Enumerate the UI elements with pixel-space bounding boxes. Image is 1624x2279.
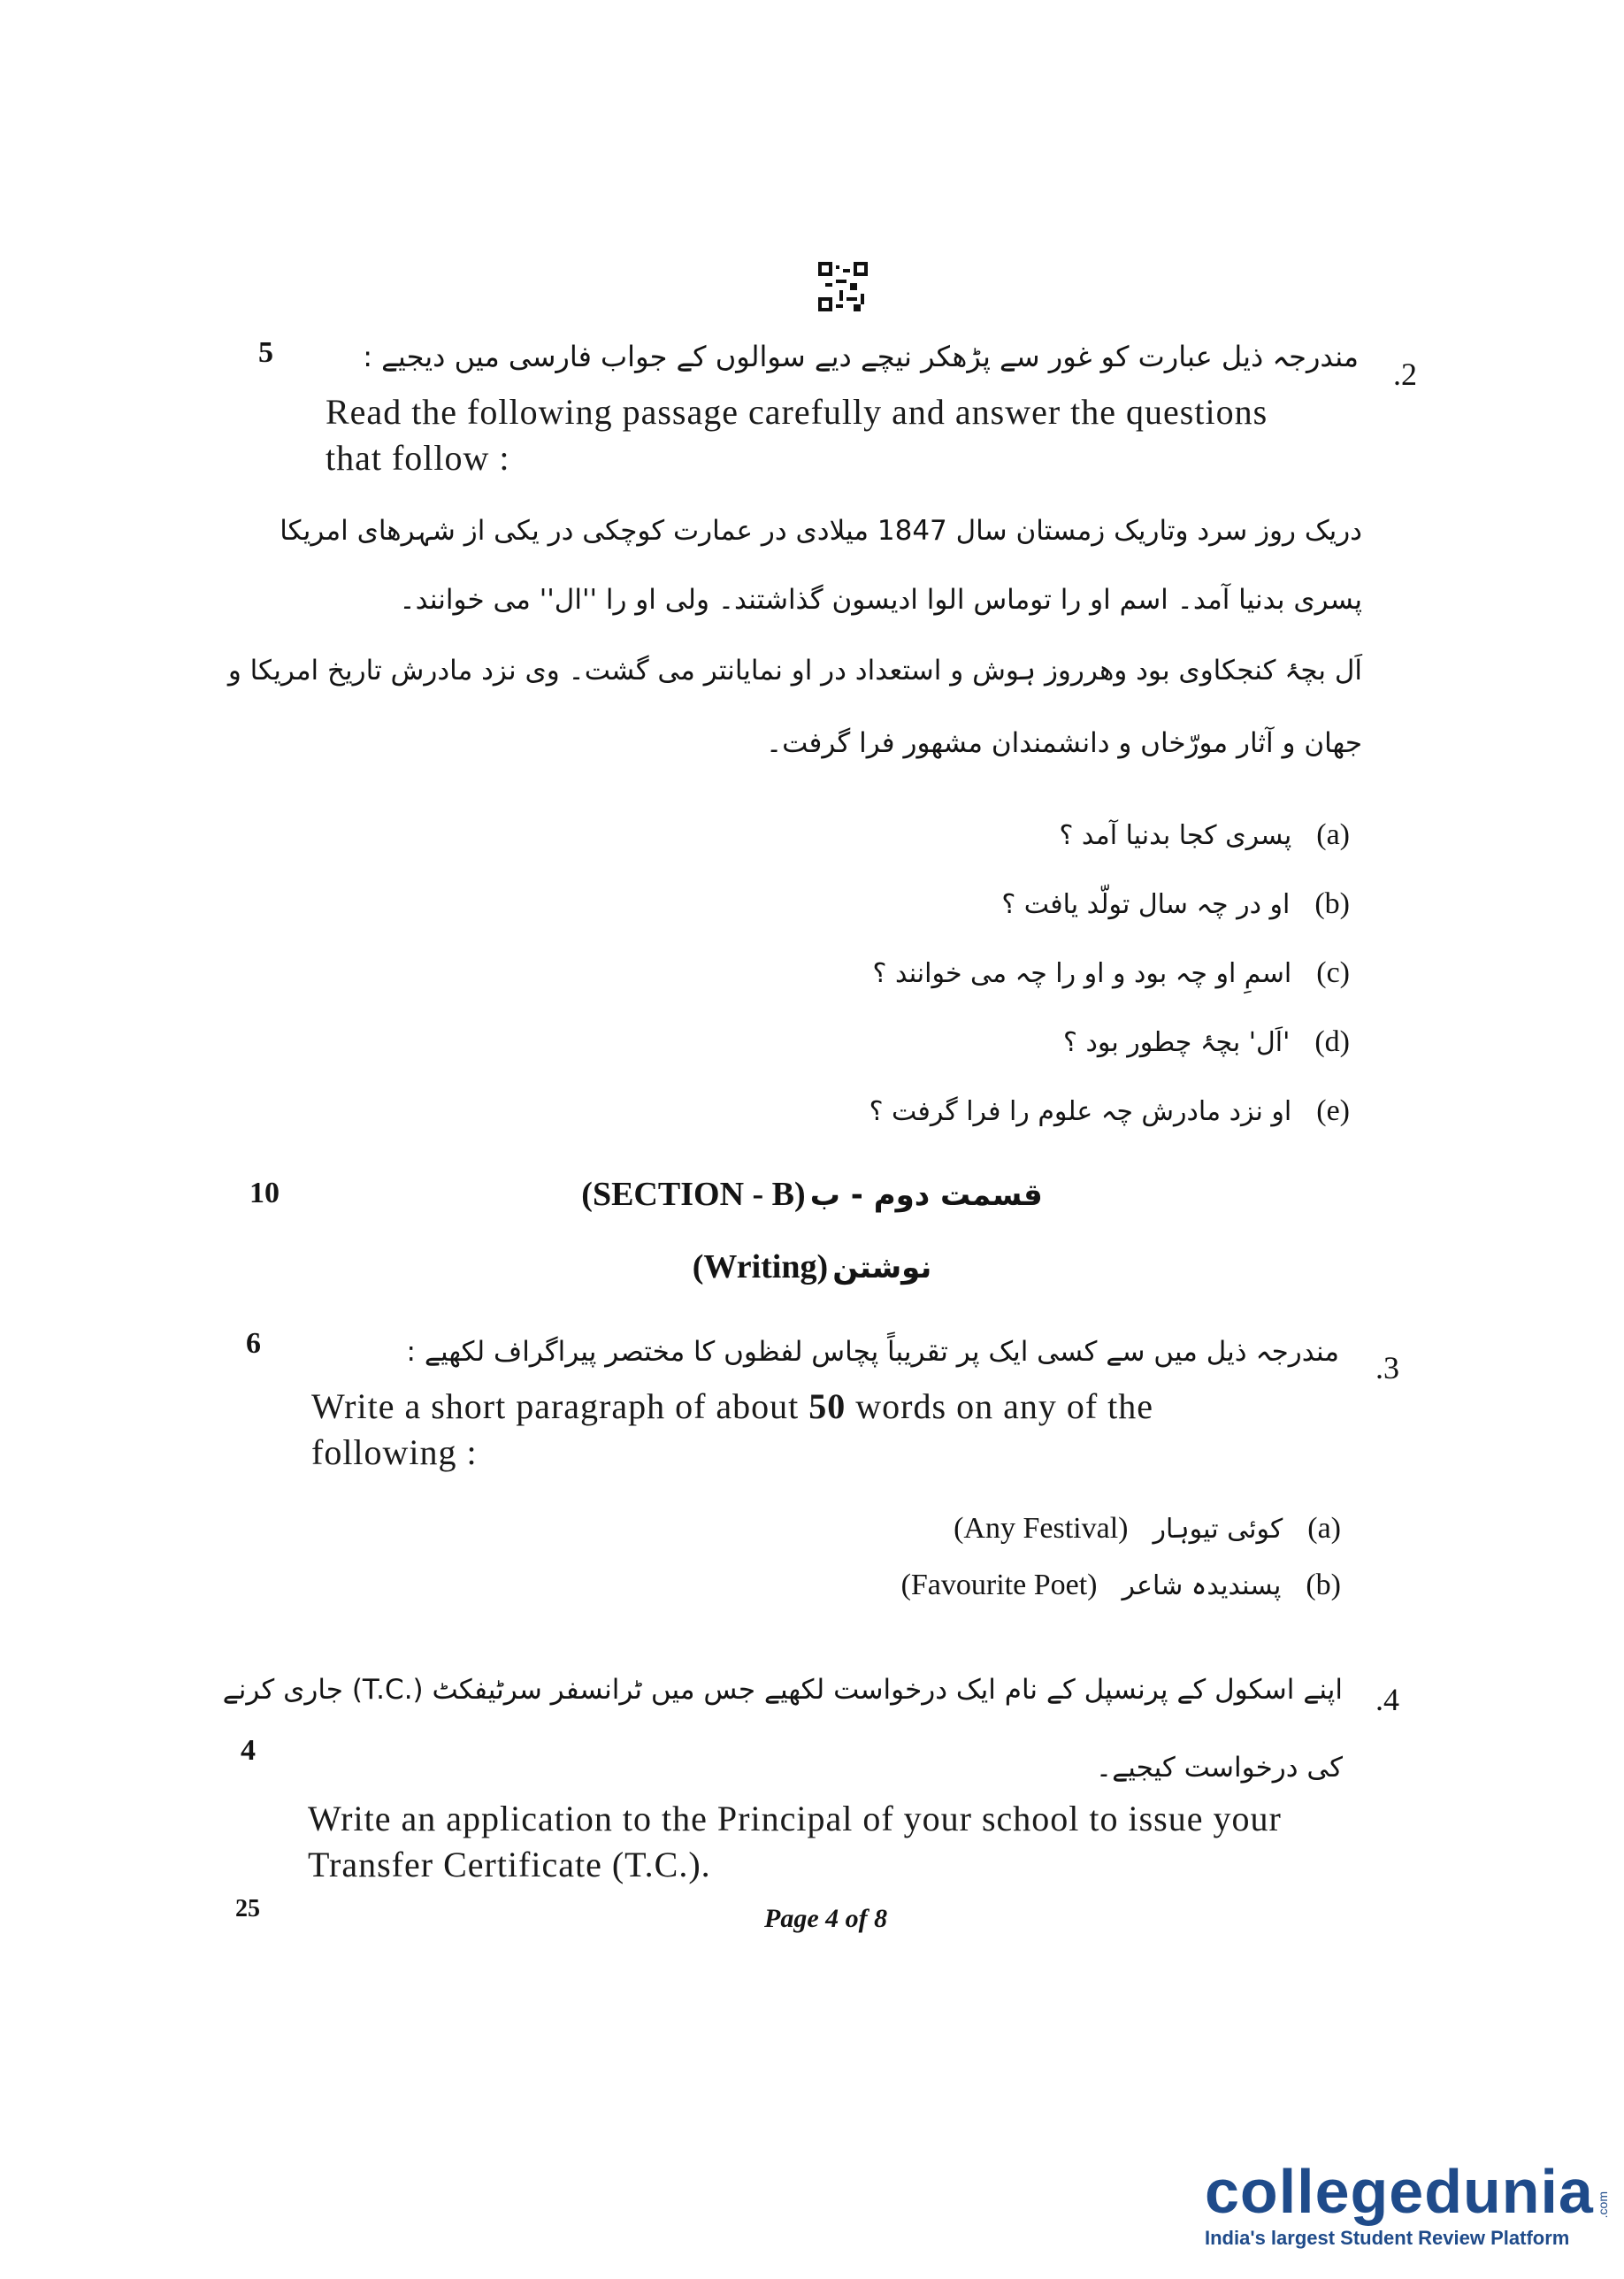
subquestion bbox=[465, 1008, 1350, 1077]
q2-urdu-instruction: مندرجہ ذیل عبارت کو غور سے پڑھکر نیچے دیے سوالوں کے جواب فارسی میں دیجیے : bbox=[363, 340, 1359, 373]
subquestion-label: (a) bbox=[1316, 818, 1350, 851]
section-b-english-subtitle: (Writing) bbox=[692, 1248, 829, 1285]
subquestion bbox=[465, 1077, 1350, 1146]
subquestion bbox=[465, 870, 1350, 939]
q3-marks: 6 bbox=[246, 1327, 261, 1360]
passage-line: اَل بچۂ کنجکاوی بود وھرروز ہوش و استعداد در او نمایانتر می گشت۔ وی نزد مادرش تاریخ امریکا و bbox=[227, 655, 1362, 687]
q4-number: .4 bbox=[1375, 1682, 1399, 1717]
q3-option-english: (Favourite Poet) bbox=[900, 1569, 1098, 1601]
passage-line: جھان و آثار مورّخاں و دانشمندان مشھور فرا گرفت۔ bbox=[765, 727, 1362, 759]
q2-english-line2: that follow : bbox=[326, 438, 510, 478]
q4-english-line1: Write an application to the Principal of your school to issue your bbox=[308, 1799, 1282, 1838]
subquestion-label: (c) bbox=[1316, 956, 1350, 989]
section-b-urdu-title: قسمت دوم - ب bbox=[809, 1178, 1043, 1213]
subquestion-text: اسمِ او چہ بود و او را چہ می خوانند ؟ bbox=[872, 957, 1292, 989]
subquestion-label: (e) bbox=[1316, 1094, 1350, 1127]
q2-number: .2 bbox=[1393, 357, 1417, 392]
section-b-title bbox=[502, 1175, 1122, 1214]
q4-english-line2: Transfer Certificate (T.C.). bbox=[308, 1845, 711, 1884]
brand-tagline: India's largest Student Review Platform bbox=[1205, 2227, 1570, 2249]
section-b-subtitle bbox=[502, 1247, 1122, 1286]
footer-page-code: 25 bbox=[235, 1895, 260, 1922]
passage-line: دریک روز سرد وتاریک زمستان سال 1847 میلادی در عمارت کوچکی در یکی از شہرھای امریکا bbox=[280, 515, 1362, 547]
q3-word-count: 50 bbox=[808, 1386, 846, 1426]
q3-option-label: (a) bbox=[1307, 1512, 1341, 1545]
subquestion-text: او در چہ سال تولّد یافت ؟ bbox=[1001, 888, 1291, 920]
section-b-english-title: (SECTION - B) bbox=[581, 1176, 806, 1213]
q4-marks: 4 bbox=[241, 1734, 256, 1767]
q3-options bbox=[545, 1500, 1341, 1614]
q2-english-line1: Read the following passage carefully and answer the questions bbox=[326, 392, 1268, 432]
q4-urdu-line1: اپنے اسکول کے پرنسپل کے نام ایک درخواست لکھیے جس میں ٹرانسفر سرٹیفکٹ (.T.C) جاری کرنے bbox=[222, 1674, 1343, 1706]
subquestion-text: 'اَل' بچۂ چطور بود ؟ bbox=[1063, 1026, 1291, 1058]
subquestion-text: پسری کجا بدنیا آمد ؟ bbox=[1059, 819, 1292, 851]
q3-option-english: (Any Festival) bbox=[954, 1512, 1129, 1545]
qr-code bbox=[818, 262, 868, 315]
subquestion-text: او نزد مادرش چہ علوم را فرا گرفت ؟ bbox=[869, 1095, 1292, 1127]
q3-english-line1-post: words on any of the bbox=[846, 1386, 1154, 1426]
subquestion bbox=[465, 939, 1350, 1008]
q3-english-line1 bbox=[311, 1385, 1153, 1427]
q3-english-line1-pre: Write a short paragraph of about bbox=[311, 1386, 809, 1426]
page-indicator: Page 4 of 8 bbox=[764, 1904, 888, 1933]
q3-option bbox=[545, 1500, 1341, 1557]
subquestion bbox=[465, 801, 1350, 870]
q3-option-label: (b) bbox=[1306, 1569, 1341, 1601]
passage-line: پسری بدنیا آمد۔ اسم او را توماس الوا ادیسون گذاشتند۔ ولی او را ''ال'' می خوانند۔ bbox=[399, 584, 1362, 616]
subquestion-label: (b) bbox=[1314, 887, 1350, 920]
brand-name: collegedunia bbox=[1205, 2157, 1594, 2226]
section-b-marks: 10 bbox=[249, 1177, 280, 1209]
q4-urdu-line2: کی درخواست کیجیے۔ bbox=[1095, 1752, 1343, 1784]
q2-marks: 5 bbox=[258, 336, 273, 369]
q3-number: .3 bbox=[1375, 1350, 1399, 1385]
collegedunia-watermark bbox=[1201, 2141, 1608, 2265]
section-b-urdu-subtitle: نوشتن bbox=[832, 1250, 932, 1285]
q3-option-urdu: پسندیدہ شاعر bbox=[1122, 1569, 1282, 1601]
q3-urdu-instruction: مندرجہ ذیل میں سے کسی ایک پر تقریباً پچاس لفظوں کا مختصر پیراگراف لکھیے : bbox=[406, 1336, 1339, 1368]
subquestion-list bbox=[465, 801, 1350, 1146]
brand-domain: .com bbox=[1595, 2191, 1610, 2218]
subquestion-label: (d) bbox=[1314, 1025, 1350, 1058]
q3-english-line2: following : bbox=[311, 1432, 478, 1472]
q3-option bbox=[545, 1557, 1341, 1614]
q3-option-urdu: کوئی تیوہار bbox=[1153, 1513, 1283, 1545]
